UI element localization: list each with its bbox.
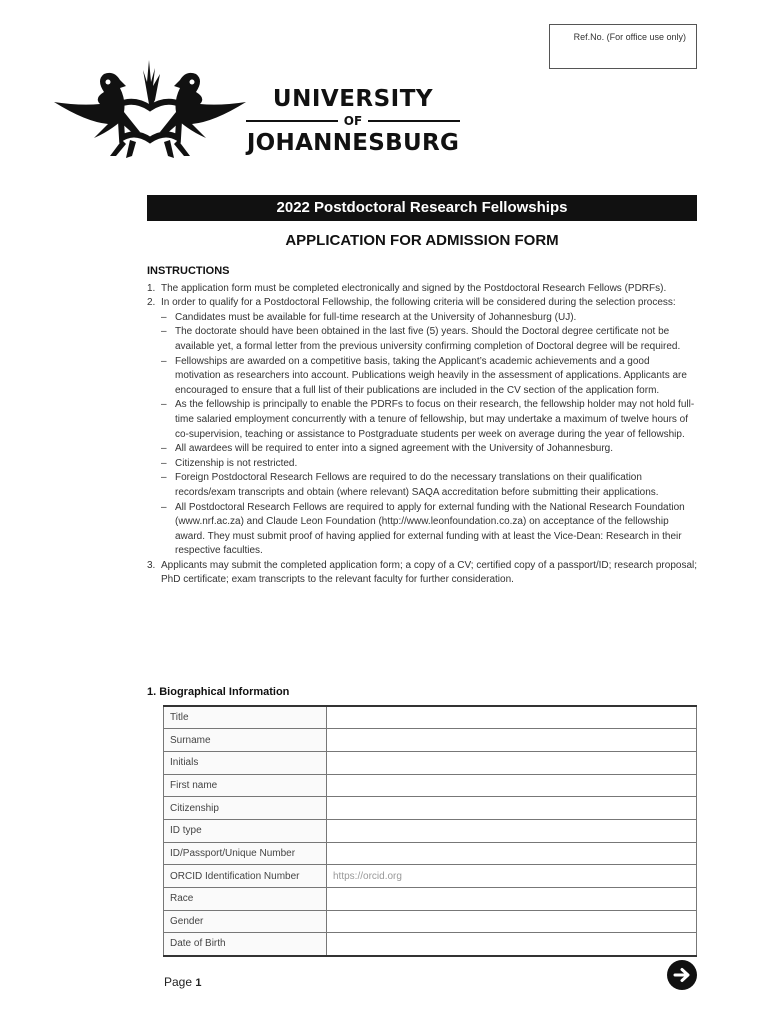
table-row [164,774,697,797]
university-crest-icon [50,52,250,162]
table-row [164,797,697,820]
field-label: First name [164,774,327,797]
criteria-text: The doctorate should have been obtained in the last five (5) years. Should the Doctoral degree certificate not be available yet, a formal letter from the previous university confirming completion of Doctoral degree will be required. [175,326,681,352]
criteria-text: As the fellowship is principally to enable the PDRFs to focus on their research, the fellowship holder may not hold full-time salaried employment concurrently with a tenure of fellowship, but may undertake a maximum of twelve hours of co-supervision, teaching or assistance to Postgraduate students per week on average during the year of fellowship. [175,399,695,440]
gender-field[interactable] [327,910,697,933]
field-label: Race [164,888,327,911]
criteria-text: Candidates must be available for full-time research at the University of Johannesburg (UJ). [175,311,577,323]
citizenship-field[interactable] [327,797,697,820]
next-page-button[interactable] [667,960,697,990]
wordmark-line-2: OF [343,114,363,128]
criteria-item: – Candidates must be available for full-time research at the University of Johannesburg (UJ). [161,311,577,323]
criteria-item: – Foreign Postdoctoral Research Fellows are required to do the necessary translations on their qualification records/exam transcripts and obtain (where relevant) SAQA accreditation before submitting their applications. [161,472,659,498]
first-name-field[interactable] [327,774,697,797]
date-of-birth-field[interactable] [327,933,697,956]
instruction-item [147,282,697,297]
biographical-table [163,705,697,957]
criteria-item: – Fellowships are awarded on a competitive basis, taking the Applicant’s academic achievements and a good motivation as researchers into account. Publications weigh heavily in the assessment of applications. Applicants are encouraged to ensure that a full list of their publications are included in the CV section of the application form. [161,355,687,396]
form-title: APPLICATION FOR ADMISSION FORM [285,232,559,249]
criteria-text: All awardees will be required to enter into a signed agreement with the University of Johannesburg. [175,443,614,455]
wordmark-line-3: JOHANNESBURG [246,130,460,156]
biographical-heading: 1. Biographical Information [147,686,290,698]
field-label: Title [164,706,327,729]
table-row [164,910,697,933]
page-number: 1 [195,977,202,989]
instruction-text: The application form must be completed electronically and signed by the Postdoctoral Research Fellows (PDRFs). [161,282,667,294]
instruction-item [147,559,697,588]
criteria-item: – All awardees will be required to enter into a signed agreement with the University of Johannesburg. [161,443,614,455]
wordmark-line-1: UNIVERSITY [272,86,434,112]
instruction-text: In order to qualify for a Postdoctoral Fellowship, the following criteria will be considered during the selection process: [161,297,676,309]
university-wordmark [240,86,466,156]
table-row [164,819,697,842]
criteria-text: Citizenship is not restricted. [175,457,298,469]
table-row [164,865,697,888]
table-row [164,751,697,774]
field-label: Initials [164,751,327,774]
criteria-item: – As the fellowship is principally to enable the PDRFs to focus on their research, the fellowship holder may not hold full-time salaried employment concurrently with a tenure of fellowship, but may undertake a maximum of twelve hours of co-supervision, teaching or assistance to Postgraduate students per week on average during the year of fellowship. [161,399,695,440]
title-field[interactable] [327,706,697,729]
instruction-number: 1. [147,282,156,294]
office-ref-box[interactable] [549,24,697,69]
field-label: ID/Passport/Unique Number [164,842,327,865]
orcid-field[interactable]: https://orcid.org [327,865,697,888]
office-ref-label: Ref.No. (For office use only) [573,32,686,42]
criteria-item: – Citizenship is not restricted. [161,457,298,469]
instructions-heading: INSTRUCTIONS [147,265,230,277]
field-label: Citizenship [164,797,327,820]
page-indicator [164,975,202,989]
criteria-item: – All Postdoctoral Research Fellows are required to apply for external funding with the National Research Foundation (www.nrf.ac.za) and Claude Leon Foundation (http://www.leonfoundation.co.za) on acceptance of the fellowship award. They must submit proof of having applied for external funding with at least the Vice-Dean: Research in their respective faculties. [161,501,685,557]
id-number-field[interactable] [327,842,697,865]
table-row [164,888,697,911]
instruction-number: 3. [147,559,156,571]
criteria-text: All Postdoctoral Research Fellows are required to apply for external funding with the National Research Foundation (www.nrf.ac.za) and Claude Leon Foundation (http://www.leonfoundation.co.za) on acceptance of the fellowship award. They must submit proof of having applied for external funding with at least the Vice-Dean: Research in their respective faculties. [175,501,685,557]
arrow-right-icon [667,960,697,990]
criteria-text: Fellowships are awarded on a competitive basis, taking the Applicant’s academic achievements and a good motivation as researchers into account. Publications weigh heavily in the assessment of applications. Applicants are encouraged to ensure that a full list of their publications are included in the CV section of the application form. [175,355,687,396]
field-label: Surname [164,729,327,752]
instruction-item [147,296,697,311]
criteria-text: Foreign Postdoctoral Research Fellows are required to do the necessary translations on their qualification records/exam transcripts and obtain (where relevant) SAQA accreditation before submitting their applications. [175,472,659,498]
field-label: ID type [164,819,327,842]
instructions-section [147,264,697,588]
table-row [164,706,697,729]
initials-field[interactable] [327,751,697,774]
table-row [164,842,697,865]
table-row [164,729,697,752]
field-label: Date of Birth [164,933,327,956]
surname-field[interactable] [327,729,697,752]
fellowship-banner: 2022 Postdoctoral Research Fellowships [147,195,697,221]
instruction-text: Applicants may submit the completed application form; a copy of a CV; certified copy of a passport/ID; research proposal; PhD certificate; exam transcripts to the relevant faculty for further consideration. [161,559,698,586]
id-type-field[interactable] [327,819,697,842]
table-row [164,933,697,956]
field-label: Gender [164,910,327,933]
race-field[interactable] [327,888,697,911]
instruction-number: 2. [147,297,156,309]
page-label: Page [164,975,193,989]
criteria-item: – The doctorate should have been obtained in the last five (5) years. Should the Doctoral degree certificate not be available yet, a formal letter from the previous university confirming completion of Doctoral degree will be required. [161,326,681,352]
field-label: ORCID Identification Number [164,865,327,888]
